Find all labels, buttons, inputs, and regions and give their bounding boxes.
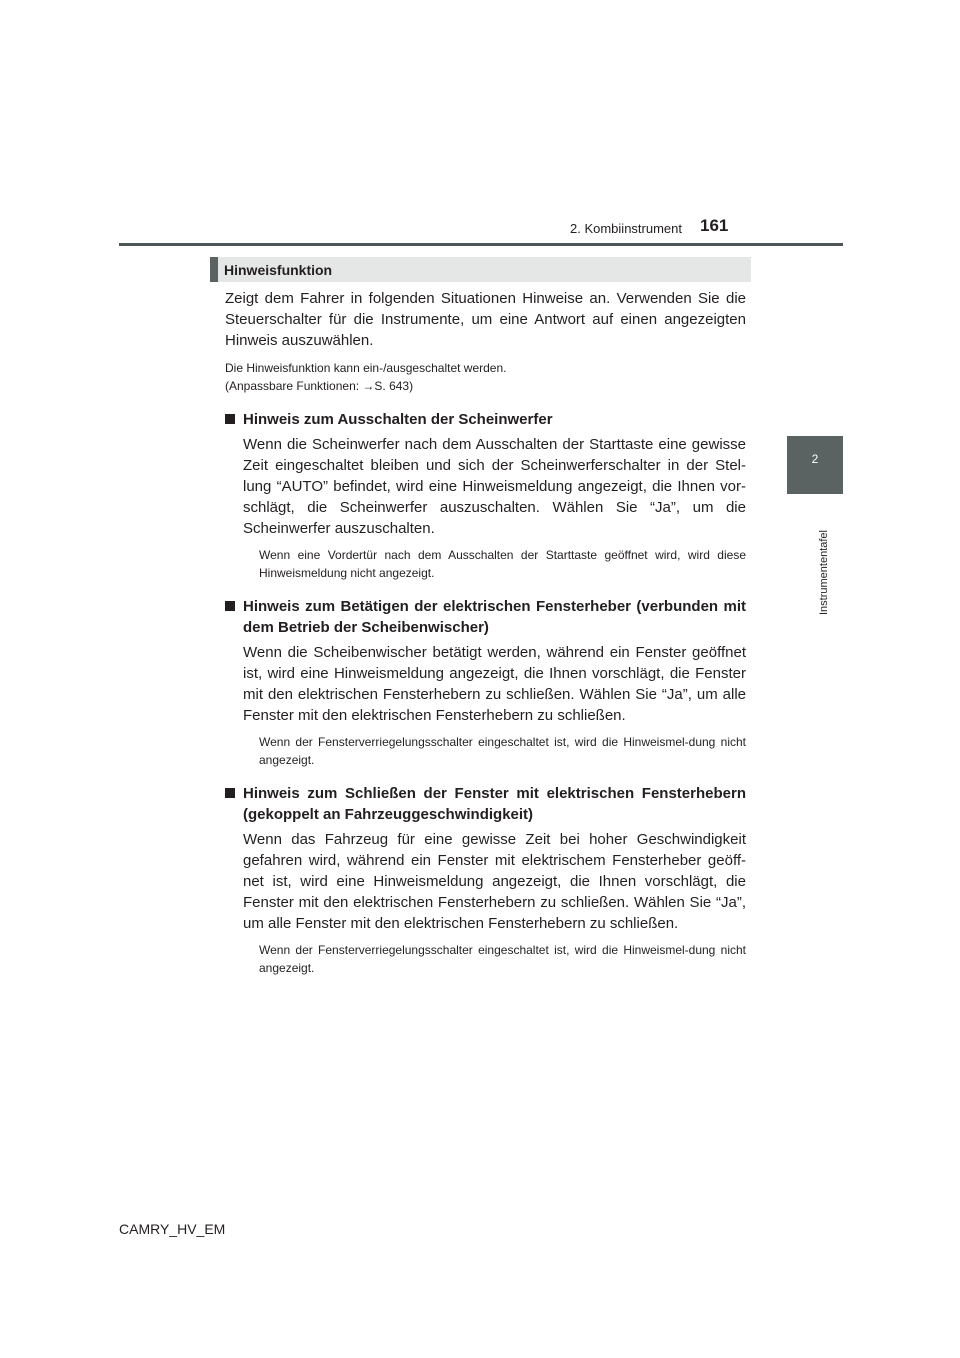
item-note: Wenn eine Vordertür nach dem Ausschalten der Starttaste geöffnet wird, wird diese Hinweismeldung nicht angezeigt. <box>259 548 746 580</box>
square-bullet-icon <box>225 601 235 611</box>
side-tab-label: Instrumententafel <box>818 530 830 615</box>
square-bullet-icon <box>225 414 235 424</box>
section-intro: Zeigt dem Fahrer in folgenden Situationen Hinweise an. Verwenden Sie die Steuerschalter für die Instrumente, um eine Antwort auf einen angezeigten Hinweis auszuwählen. <box>225 290 746 349</box>
section-header-marker <box>210 257 218 282</box>
item-body: Wenn das Fahrzeug für eine gewisse Zeit bei hoher Geschwindigkeit gefahren wird, während ein Fenster mit elektrischem Fensterheber geöff-net ist, wird eine Hinweismeldung angezeigt, die Ihnen vorschlägt, die Fenster mit den elektrischen Fensterhebern zu schließen. Wählen Sie “Ja”, um alle Fenster mit den elektrischen Fensterhebern zu schließen. <box>243 831 746 932</box>
side-tab-label-box <box>818 503 832 623</box>
item-body: Wenn die Scheinwerfer nach dem Ausschalten der Starttaste eine gewisse Zeit eingeschaltet bleiben und sich der Scheinwerferschalter in der Stel-lung “AUTO” befindet, wird eine Hinweismeldung angezeigt, die Ihnen vor-schlägt, die Scheinwerfer auszuschalten. Wählen Sie “Ja”, um die Scheinwerfer auszuschalten. <box>243 436 746 537</box>
item-heading-text: Hinweis zum Ausschalten der Scheinwerfer <box>243 411 553 428</box>
item-heading <box>225 409 746 430</box>
header-rule <box>119 243 843 246</box>
section-note-line-2: (Anpassbare Funktionen: →S. 643) <box>225 379 414 393</box>
page-number: 161 <box>700 216 729 235</box>
item-note: Wenn der Fensterverriegelungsschalter eingeschaltet ist, wird die Hinweismel-dung nicht angezeigt. <box>259 735 746 767</box>
document-code: CAMRY_HV_EM <box>119 1221 226 1237</box>
page-content <box>225 288 746 977</box>
item-heading-text: Hinweis zum Betätigen der elektrischen Fensterheber (verbunden mit dem Betrieb der Scheibenwischer) <box>243 598 746 636</box>
list-item <box>225 783 746 977</box>
square-bullet-icon <box>225 788 235 798</box>
section-note-line-1: Die Hinweisfunktion kann ein-/ausgeschaltet werden. <box>225 361 507 375</box>
item-heading-text: Hinweis zum Schließen der Fenster mit elektrischen Fensterhebern (gekoppelt an Fahrzeuggeschwindigkeit) <box>243 785 746 823</box>
item-heading <box>225 783 746 825</box>
side-tab-number: 2 <box>811 452 819 466</box>
section-title: Hinweisfunktion <box>224 262 333 278</box>
section-note <box>225 359 746 395</box>
item-heading <box>225 596 746 638</box>
list-item <box>225 596 746 769</box>
chapter-title: 2. Kombiinstrument <box>570 221 682 236</box>
item-note: Wenn der Fensterverriegelungsschalter eingeschaltet ist, wird die Hinweismel-dung nicht angezeigt. <box>259 943 746 975</box>
list-item <box>225 409 746 582</box>
item-body: Wenn die Scheibenwischer betätigt werden, während ein Fenster geöffnet ist, wird eine Hinweismeldung angezeigt, die Ihnen vorschlägt, die Fenster mit den elektrischen Fensterhebern zu schließen. Wählen Sie “Ja”, um alle Fenster mit den elektrischen Fensterhebern zu schließen. <box>243 644 746 724</box>
